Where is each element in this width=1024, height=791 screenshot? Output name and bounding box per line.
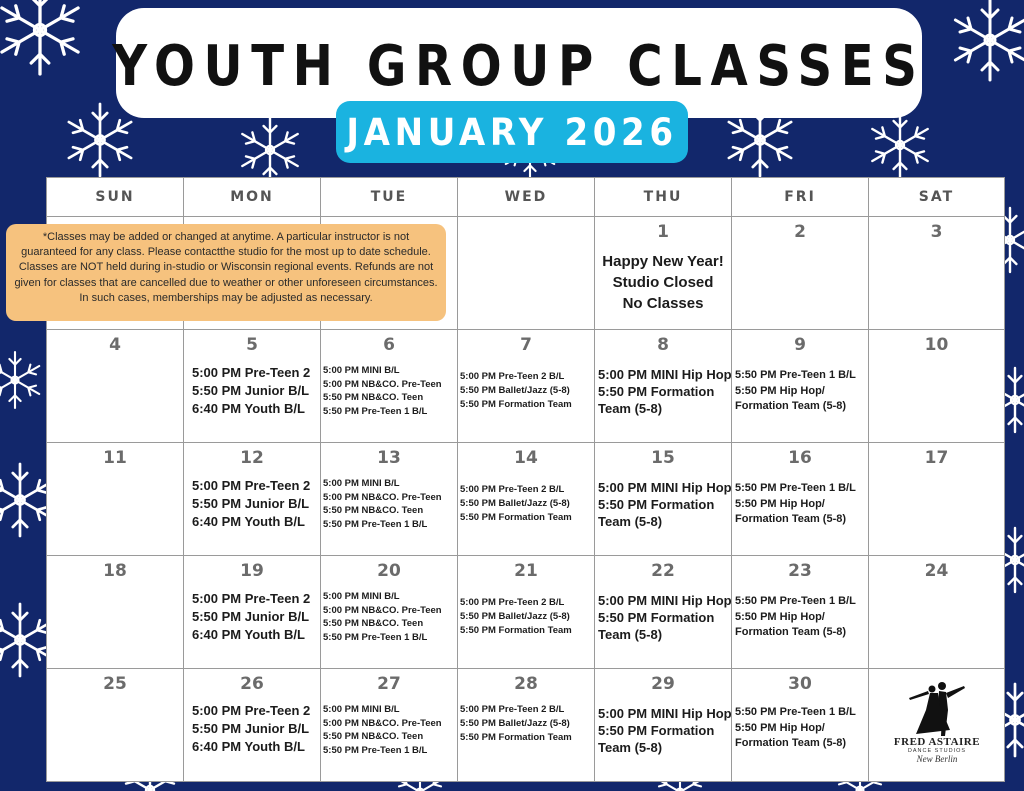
day-cell	[184, 443, 321, 556]
day-cell	[47, 443, 184, 556]
day-number: 19	[240, 561, 264, 581]
class-entry: 5:00 PM MINI Hip Hop	[598, 480, 732, 495]
day-cell	[47, 556, 184, 669]
class-entry: 5:00 PM MINI Hip Hop	[598, 367, 732, 382]
class-entry: 5:50 PM Ballet/Jazz (5-8)	[460, 611, 570, 622]
day-cell	[321, 443, 458, 556]
class-entry: 5:00 PM Pre-Teen 2	[192, 703, 311, 718]
day-number: 11	[103, 448, 127, 468]
class-entry: 5:00 PM Pre-Teen 2 B/L	[460, 484, 565, 495]
class-entry: 6:40 PM Youth B/L	[192, 514, 305, 529]
day-number: 29	[651, 674, 675, 694]
class-list	[460, 596, 592, 638]
class-list	[192, 364, 318, 418]
day-number: 18	[103, 561, 127, 581]
class-entry: 5:50 PM NB&CO. Teen	[323, 392, 424, 403]
class-entry: Team (5-8)	[598, 627, 663, 642]
class-entry: 5:00 PM NB&CO. Pre-Teen	[323, 491, 442, 503]
calendar-week-row	[47, 330, 1005, 443]
day-cell	[869, 443, 1005, 556]
day-number: 9	[794, 335, 806, 355]
day-cell	[595, 330, 732, 443]
day-cell	[595, 669, 732, 782]
day-number: 1	[657, 222, 669, 242]
day-number: 7	[520, 335, 532, 355]
day-cell	[869, 330, 1005, 443]
class-entry: 5:00 PM Pre-Teen 2 B/L	[460, 704, 565, 715]
class-entry: Formation Team (5-8)	[735, 737, 847, 749]
class-list	[460, 483, 592, 525]
class-entry: 6:40 PM Youth B/L	[192, 739, 305, 754]
class-entry: 5:50 PM Junior B/L	[192, 721, 310, 736]
class-entry: 6:40 PM Youth B/L	[192, 401, 305, 416]
class-list	[323, 477, 455, 531]
class-entry: 5:00 PM MINI B/L	[323, 704, 400, 715]
day-number: 13	[377, 448, 401, 468]
class-entry: 6:40 PM Youth B/L	[192, 627, 305, 642]
class-entry: 5:50 PM Formation	[598, 384, 715, 399]
calendar-week-row	[47, 669, 1005, 782]
day-number: 27	[377, 674, 401, 694]
logo-name: FRED ASTAIRE	[893, 736, 981, 748]
class-entry: 5:00 PM NB&CO. Pre-Teen	[323, 717, 442, 729]
class-list	[598, 592, 732, 643]
empty-day-cell	[458, 217, 595, 330]
day-number: 2	[794, 222, 806, 242]
weekday-fri: FRI	[732, 178, 869, 217]
month-title: JANUARY 2026	[346, 110, 678, 154]
day-cell	[732, 330, 869, 443]
day-cell	[732, 217, 869, 330]
class-entry: 5:50 PM Hip Hop/	[735, 384, 825, 397]
class-entry: 5:00 PM Pre-Teen 2 B/L	[460, 371, 565, 382]
calendar-week-row	[47, 443, 1005, 556]
class-entry: 5:50 PM Pre-Teen 1 B/L	[735, 482, 856, 494]
class-entry: 5:50 PM Formation Team	[460, 512, 572, 523]
class-entry: Formation Team (5-8)	[735, 626, 847, 638]
day-cell	[869, 217, 1005, 330]
class-entry: 5:50 PM Hip Hop/	[735, 497, 825, 510]
class-entry: 5:50 PM Pre-Teen 1 B/L	[323, 631, 428, 643]
class-entry: 5:50 PM NB&CO. Teen	[323, 731, 424, 742]
class-list	[735, 594, 866, 641]
weekday-sat: SAT	[869, 178, 1005, 217]
class-entry: 5:00 PM Pre-Teen 2	[192, 591, 311, 606]
class-entry: 5:50 PM NB&CO. Teen	[323, 505, 424, 516]
day-number: 24	[924, 561, 949, 581]
class-entry: 5:50 PM Formation Team	[460, 732, 572, 743]
day-number: 6	[383, 335, 395, 355]
day-cell	[732, 556, 869, 669]
class-entry: 5:50 PM Pre-Teen 1 B/L	[323, 405, 428, 417]
dancers-icon	[902, 680, 972, 738]
day-cell	[321, 330, 458, 443]
logo-location: New Berlin	[916, 754, 958, 764]
day-number: 25	[103, 674, 127, 694]
class-entry: 5:50 PM Pre-Teen 1 B/L	[735, 595, 856, 607]
class-entry: 5:50 PM Formation	[598, 497, 715, 512]
class-list	[323, 364, 455, 418]
class-entry: 5:50 PM Formation Team	[460, 399, 572, 410]
class-entry: Formation Team (5-8)	[735, 513, 847, 525]
day-cell	[458, 556, 595, 669]
day-cell	[184, 330, 321, 443]
class-entry: 5:50 PM Ballet/Jazz (5-8)	[460, 385, 570, 396]
day-cell	[184, 669, 321, 782]
class-entry: 5:50 PM Formation	[598, 723, 715, 738]
day-cell	[732, 669, 869, 782]
weekday-header-row	[47, 178, 1005, 217]
class-entry: 5:50 PM Junior B/L	[192, 383, 310, 398]
class-entry: 5:50 PM Pre-Teen 1 B/L	[735, 369, 856, 381]
weekday-wed: WED	[458, 178, 595, 217]
policy-notice: *Classes may be added or changed at anytime. A particular instructor is not guaranteed for any class. Please contactthe studio for the most up to date schedule. Classes are NOT held during in-studio or Wisconsin regional events. Refunds are not given for classes that are cancelled due to weather or other unforeseen circumstances. In such cases, memberships may be adjusted as necessary.	[6, 224, 446, 321]
class-entry: 5:50 PM Junior B/L	[192, 609, 310, 624]
day-number: 26	[240, 674, 264, 694]
day-number: 14	[514, 448, 538, 468]
day-cell	[458, 443, 595, 556]
day-cell	[732, 443, 869, 556]
class-entry: Team (5-8)	[598, 401, 663, 416]
class-entry: 5:50 PM Hip Hop/	[735, 721, 825, 734]
day-cell	[47, 330, 184, 443]
day-number: 16	[788, 448, 812, 468]
class-list	[735, 368, 866, 415]
class-entry: 5:50 PM NB&CO. Teen	[323, 618, 424, 629]
holiday-line: Studio Closed	[612, 274, 714, 291]
class-entry: 5:00 PM MINI B/L	[323, 478, 400, 489]
class-list	[735, 705, 866, 752]
month-banner	[336, 101, 688, 163]
class-entry: 5:50 PM Formation	[598, 610, 715, 625]
day-cell	[47, 669, 184, 782]
holiday-note	[595, 251, 731, 314]
class-list	[598, 366, 732, 417]
day-number: 22	[651, 561, 675, 581]
day-number: 4	[109, 335, 121, 355]
class-entry: 5:00 PM MINI B/L	[323, 591, 400, 602]
weekday-thu: THU	[595, 178, 732, 217]
class-list	[598, 479, 732, 530]
holiday-line: No Classes	[622, 295, 704, 312]
class-entry: 5:50 PM Pre-Teen 1 B/L	[323, 744, 428, 756]
day-cell	[321, 669, 458, 782]
day-cell	[595, 443, 732, 556]
day-number: 15	[651, 448, 675, 468]
day-cell	[321, 556, 458, 669]
class-entry: 5:50 PM Junior B/L	[192, 496, 310, 511]
class-list	[192, 702, 318, 756]
day-number: 10	[924, 335, 949, 355]
class-entry: 5:00 PM Pre-Teen 2 B/L	[460, 597, 565, 608]
class-list	[192, 590, 318, 644]
weekday-sun: SUN	[47, 178, 184, 217]
class-list	[735, 481, 866, 528]
page-title: YOUTH GROUP CLASSES	[112, 33, 926, 99]
calendar-week-row	[47, 556, 1005, 669]
day-number: 20	[377, 561, 401, 581]
day-cell	[595, 217, 732, 330]
day-number: 8	[657, 335, 669, 355]
day-cell	[458, 669, 595, 782]
day-number: 21	[514, 561, 538, 581]
day-cell	[869, 556, 1005, 669]
class-entry: 5:50 PM Ballet/Jazz (5-8)	[460, 498, 570, 509]
class-list	[460, 370, 592, 412]
day-number: 23	[788, 561, 812, 581]
day-number: 12	[240, 448, 264, 468]
class-entry: 5:00 PM NB&CO. Pre-Teen	[323, 604, 442, 616]
day-cell	[595, 556, 732, 669]
logo-subtitle: DANCE STUDIOS	[907, 748, 967, 754]
class-list	[323, 590, 455, 644]
class-list	[192, 477, 318, 531]
class-entry: 5:00 PM MINI Hip Hop	[598, 706, 732, 721]
day-cell	[458, 330, 595, 443]
class-entry: 5:00 PM Pre-Teen 2	[192, 478, 311, 493]
weekday-tue: TUE	[321, 178, 458, 217]
day-number: 3	[930, 222, 943, 242]
class-entry: 5:00 PM Pre-Teen 2	[192, 365, 311, 380]
day-number: 17	[924, 448, 949, 468]
class-entry: 5:00 PM MINI B/L	[323, 365, 400, 376]
day-number: 30	[788, 674, 812, 694]
day-number: 5	[246, 335, 258, 355]
weekday-mon: MON	[184, 178, 321, 217]
class-entry: 5:00 PM MINI Hip Hop	[598, 593, 732, 608]
class-entry: 5:50 PM Hip Hop/	[735, 610, 825, 623]
class-list	[323, 703, 455, 757]
class-entry: 5:50 PM Ballet/Jazz (5-8)	[460, 718, 570, 729]
class-entry: Team (5-8)	[598, 514, 663, 529]
studio-logo	[881, 680, 993, 772]
class-entry: 5:50 PM Pre-Teen 1 B/L	[735, 706, 856, 718]
class-entry: 5:50 PM Formation Team	[460, 625, 572, 636]
class-entry: 5:50 PM Pre-Teen 1 B/L	[323, 518, 428, 530]
class-entry: Formation Team (5-8)	[735, 400, 847, 412]
class-entry: 5:00 PM NB&CO. Pre-Teen	[323, 378, 442, 390]
holiday-line: Happy New Year!	[602, 253, 724, 270]
class-entry: Team (5-8)	[598, 740, 663, 755]
class-list	[460, 703, 592, 745]
day-number: 28	[514, 674, 538, 694]
class-list	[598, 705, 732, 756]
day-cell	[184, 556, 321, 669]
